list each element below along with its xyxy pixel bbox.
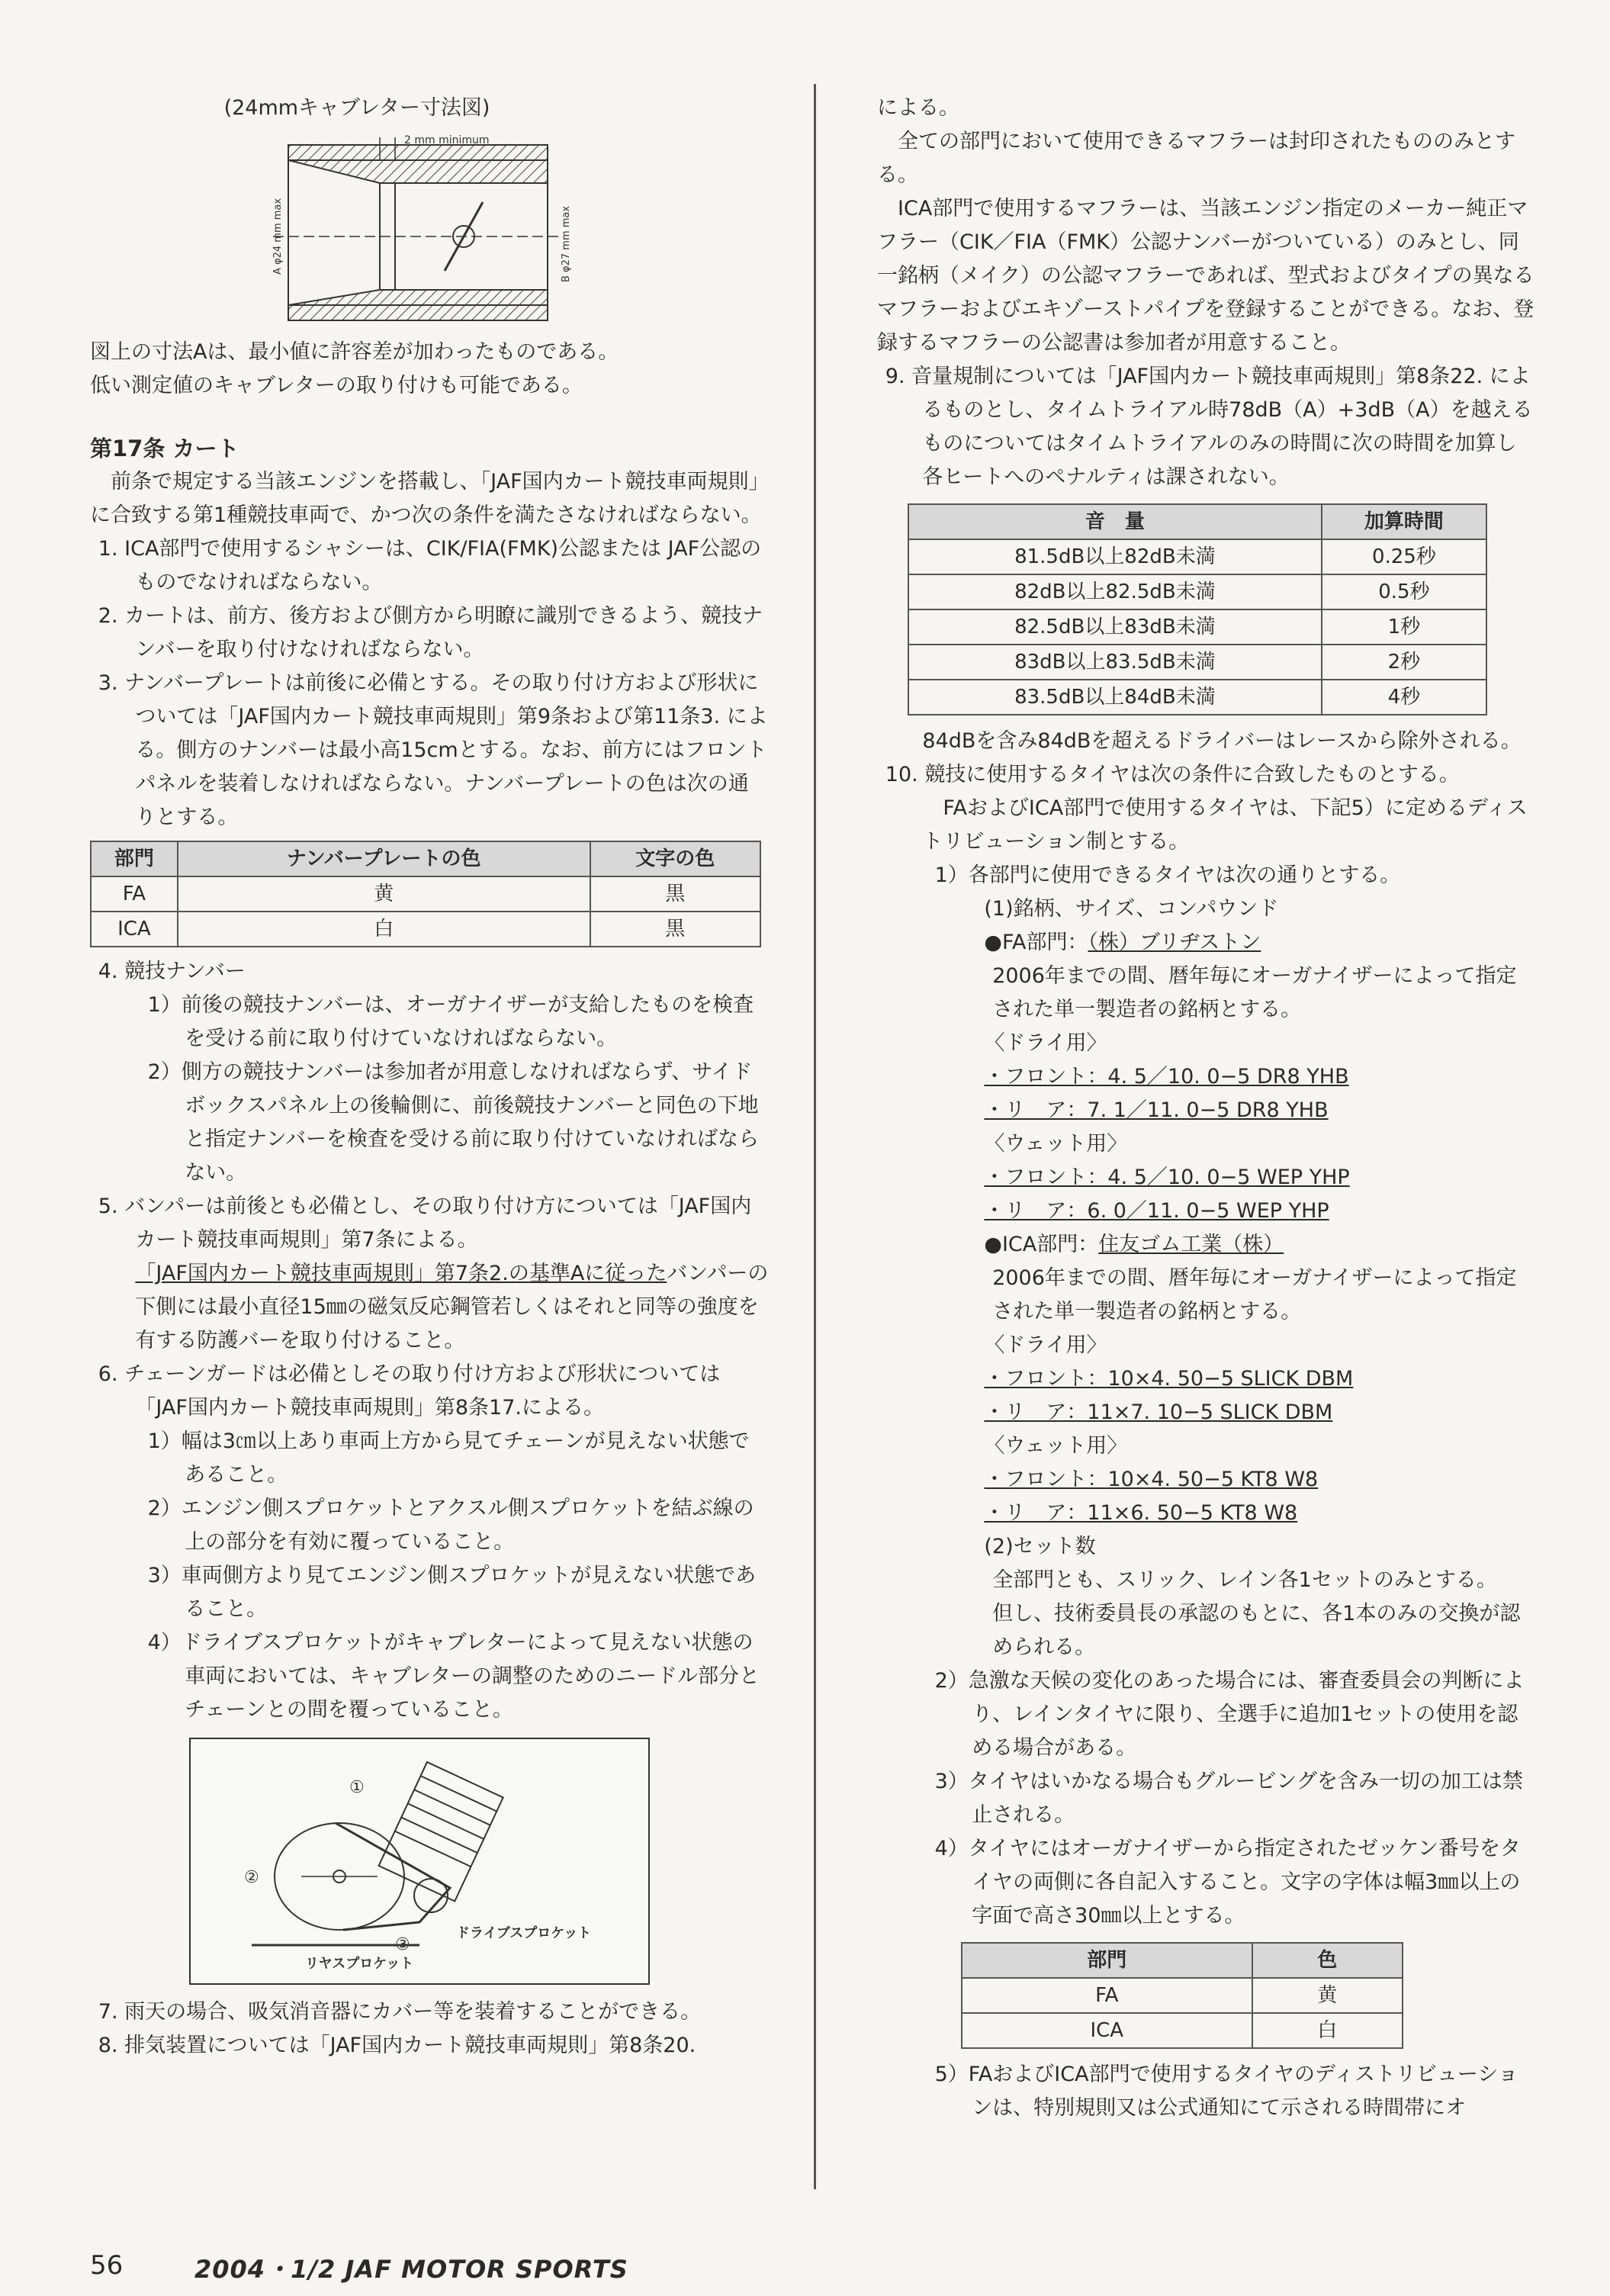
fa-dry-heading: 〈ドライ用〉 bbox=[984, 1031, 1107, 1055]
item-10: 10. 競技に使用するタイヤは次の条件に合致したものとする。 bbox=[885, 763, 1460, 786]
item-6-2: 2）エンジン側スプロケットとアクスル側スプロケットを結ぶ線の上の部分を有効に覆っていること。 bbox=[147, 1497, 754, 1554]
ica-wet-heading: 〈ウェット用〉 bbox=[984, 1434, 1128, 1458]
carb-dim-top: 2 mm minimum bbox=[404, 134, 490, 146]
fig-drive-sprocket-label: ドライブスプロケット bbox=[456, 1925, 592, 1941]
table-cell: 4秒 bbox=[1322, 680, 1486, 715]
tire-1-2-a: 全部門とも、スリック、レイン各1セットのみとする。 bbox=[992, 1568, 1497, 1592]
fa-dry-front: ・フロント：4. 5／10. 0−5 DR8 YHB bbox=[984, 1065, 1349, 1089]
table-cell: 82.5dB以上83dB未満 bbox=[908, 609, 1322, 645]
item-5: 5. バンパーは前後とも必備とし、その取り付け方については「JAF国内カート競技車両規則」第7条による。 bbox=[98, 1195, 752, 1252]
table-cell: 黄 bbox=[1252, 1978, 1403, 2013]
table-header: ナンバープレートの色 bbox=[178, 841, 590, 876]
tire-5: 5）FAおよびICA部門で使用するタイヤのディストリビューションは、特別規則又は公式通知にて示される時間帯にオ bbox=[934, 2063, 1518, 2120]
noise-note: 84dBを含み84dBを超えるドライバーはレースから除外される。 bbox=[922, 729, 1522, 753]
table-header: 部門 bbox=[91, 841, 178, 876]
table-row bbox=[91, 876, 760, 912]
fa-dry-rear: ・リ ア：7. 1／11. 0−5 DR8 YHB bbox=[984, 1098, 1329, 1122]
table-row bbox=[908, 574, 1486, 609]
muffler-p2: 全ての部門において使用できるマフラーは封印されたもののみとする。 bbox=[877, 130, 1515, 187]
table-cell: 白 bbox=[178, 912, 590, 947]
table-cell: 黒 bbox=[590, 876, 760, 912]
table-cell: 黄 bbox=[178, 876, 590, 912]
item-5-rest: バンパーの下側には最小直径15㎜の磁気反応鋼管若しくはそれと同等の強度を有する防護バーを取り付けること。 bbox=[135, 1262, 769, 1352]
table-cell: FA bbox=[962, 1978, 1252, 2013]
table-row bbox=[91, 912, 760, 947]
ica-label: ●ICA部門： bbox=[984, 1233, 1099, 1256]
carburetor-figure-caption: (24mmキャブレター寸法図) bbox=[223, 96, 490, 120]
fa-wet-rear: ・リ ア：6. 0／11. 0−5 WEP YHP bbox=[984, 1199, 1329, 1223]
item-6-1: 1）幅は3㎝以上あり車両上方から見てチェーンが見えない状態であること。 bbox=[147, 1429, 750, 1487]
table-cell: 2秒 bbox=[1322, 645, 1486, 680]
ica-desc: 2006年までの間、暦年毎にオーガナイザーによって指定された単一製造者の銘柄とする。 bbox=[992, 1266, 1517, 1323]
table-header: 部門 bbox=[962, 1943, 1252, 1978]
tire-1-2-b: 但し、技術委員長の承認のもとに、各1本のみの交換が認められる。 bbox=[992, 1602, 1521, 1659]
fa-maker-line bbox=[877, 926, 1534, 960]
ica-wet-rear: ・リ ア：11×6. 50−5 KT8 W8 bbox=[984, 1501, 1298, 1525]
item-4-1: 1）前後の競技ナンバーは、オーガナイザーが支給したものを検査を受ける前に取り付けていなければならない。 bbox=[147, 993, 754, 1050]
fa-maker: （株）ブリヂストン bbox=[1088, 931, 1261, 954]
table-cell: 81.5dB以上82dB未満 bbox=[908, 539, 1322, 574]
left-column bbox=[90, 92, 769, 2063]
item-6: 6. チェーンガードは必備としその取り付け方および形状については「JAF国内カート競技車両規則」第8条17.による。 bbox=[98, 1362, 721, 1420]
item-1: 1. ICA部門で使用するシャシーは、CIK/FIA(FMK)公認または JAF公認のものでなければならない。 bbox=[98, 537, 762, 594]
tire-2: 2）急激な天候の変化のあった場合には、審査委員会の判断により、レインタイヤに限り、全選手に追加1セットの使用を認める場合がある。 bbox=[934, 1669, 1525, 1760]
item-4-2: 2）側方の競技ナンバーは参加者が用意しなければならず、サイドボックスパネル上の後輪側に、前後競技ナンバーと同色の下地と指定ナンバーを検査を受ける前に取り付けていなければならない。 bbox=[147, 1060, 759, 1185]
table-cell: 白 bbox=[1252, 2013, 1403, 2048]
table-row bbox=[908, 680, 1486, 715]
fa-wet-heading: 〈ウェット用〉 bbox=[984, 1132, 1128, 1156]
item-5-underlined: 「JAF国内カート競技車両規則」第7条2.の基準Aに従った bbox=[135, 1262, 667, 1285]
table-header: 音 量 bbox=[908, 504, 1322, 539]
table-cell: FA bbox=[91, 876, 178, 912]
table-cell: 1秒 bbox=[1322, 609, 1486, 645]
item-6-3: 3）車両側方より見てエンジン側スプロケットが見えない状態であること。 bbox=[147, 1564, 757, 1621]
item-10-intro: FAおよびICA部門で使用するタイヤは、下記5）に定めるディストリビューション制とする。 bbox=[922, 796, 1528, 854]
fig-rear-sprocket-label: リヤスプロケット bbox=[305, 1956, 414, 1972]
ica-maker: 住友ゴム工業（株） bbox=[1098, 1233, 1284, 1256]
table-cell: ICA bbox=[91, 912, 178, 947]
fig-marker-1: ① bbox=[349, 1778, 365, 1797]
tire-1-1: (1)銘柄、サイズ、コンパウンド bbox=[984, 897, 1279, 921]
muffler-p1: による。 bbox=[877, 96, 959, 120]
muffler-p3: ICA部門で使用するマフラーは、当該エンジン指定のメーカー純正マフラー（CIK／FIA（FMK）公認ナンバーがついている）のみとし、同一銘柄（メイク）の公認マフラーであれば、型式およびタイプの異なるマフラーおよびエキゾーストパイプを登録することができる。なお、登録するマフラーの公認書は参加者が用意すること。 bbox=[877, 197, 1534, 355]
noise-penalty-table bbox=[908, 503, 1487, 715]
tire-1: 1）各部門に使用できるタイヤは次の通りとする。 bbox=[934, 863, 1401, 887]
chain-guard-diagram bbox=[189, 1738, 650, 1985]
table-cell: 83dB以上83.5dB未満 bbox=[908, 645, 1322, 680]
tire-4: 4）タイヤにはオーガナイザーから指定されたゼッケン番号をタイヤの両側に各自記入すること。文字の字体は幅3㎜以上の字面で高さ30㎜以上とする。 bbox=[934, 1837, 1521, 1928]
item-8: 8. 排気装置については「JAF国内カート競技車両規則」第8条20. bbox=[98, 2034, 696, 2057]
tire-3: 3）タイヤはいかなる場合もグルービングを含み一切の加工は禁止される。 bbox=[934, 1770, 1523, 1827]
fa-wet-front: ・フロント：4. 5／10. 0−5 WEP YHP bbox=[984, 1166, 1350, 1189]
ica-dry-front: ・フロント：10×4. 50−5 SLICK DBM bbox=[984, 1367, 1354, 1391]
table-header: 色 bbox=[1252, 1943, 1403, 1978]
table-row bbox=[962, 2013, 1403, 2048]
number-plate-color-table bbox=[90, 841, 761, 947]
publication-title: 2004・1/2 JAF MOTOR SPORTS bbox=[194, 2255, 628, 2284]
carb-note-2: 低い測定値のキャブレターの取り付けも可能である。 bbox=[90, 374, 583, 397]
item-2: 2. カートは、前方、後方および側方から明瞭に識別できるよう、競技ナンバーを取り付けなければならない。 bbox=[98, 604, 763, 661]
fig-marker-3: ③ bbox=[395, 1935, 410, 1954]
table-row bbox=[908, 609, 1486, 645]
page-number: 56 bbox=[90, 2250, 124, 2281]
carb-note-1: 図上の寸法Aは、最小値に許容差が加わったものである。 bbox=[90, 340, 619, 364]
table-cell: 82dB以上82.5dB未満 bbox=[908, 574, 1322, 609]
table-row bbox=[908, 645, 1486, 680]
carb-dim-b: B φ27 mm max bbox=[561, 205, 572, 282]
ica-dry-rear: ・リ ア：11×7. 10−5 SLICK DBM bbox=[984, 1400, 1333, 1424]
table-row bbox=[908, 539, 1486, 574]
item-3: 3. ナンバープレートは前後に必備とする。その取り付け方および形状については「JAF国内カート競技車両規則」第9条および第11条3. による。側方のナンバーは最小高15cmとする。なお、前方にはフロントパネルを装着しなければならない。ナンバープレートの色は次の通りとする。 bbox=[98, 671, 768, 829]
item-7: 7. 雨天の場合、吸気消音器にカバー等を装着することができる。 bbox=[98, 2000, 702, 2024]
carburetor-diagram bbox=[90, 130, 624, 336]
column-divider bbox=[814, 84, 816, 2189]
table-cell: 0.25秒 bbox=[1322, 539, 1486, 574]
table-header: 文字の色 bbox=[590, 841, 760, 876]
table-cell: 83.5dB以上84dB未満 bbox=[908, 680, 1322, 715]
ica-wet-front: ・フロント：10×4. 50−5 KT8 W8 bbox=[984, 1468, 1319, 1491]
item-5-cont bbox=[90, 1257, 769, 1358]
tire-color-table bbox=[961, 1942, 1403, 2049]
table-cell: 黒 bbox=[590, 912, 760, 947]
table-cell: ICA bbox=[962, 2013, 1252, 2048]
table-row bbox=[962, 1978, 1403, 2013]
item-6-4: 4）ドライブスプロケットがキャブレターによって見えない状態の車両においては、キャブレターの調整のためのニードル部分とチェーンとの間を覆っていること。 bbox=[147, 1631, 760, 1722]
fa-desc: 2006年までの間、暦年毎にオーガナイザーによって指定された単一製造者の銘柄とする。 bbox=[992, 964, 1517, 1021]
fa-label: ●FA部門： bbox=[984, 931, 1088, 954]
right-column bbox=[877, 92, 1534, 2125]
article-17-intro: 前条で規定する当該エンジンを搭載し、「JAF国内カート競技車両規則」に合致する第1種競技車両で、かつ次の条件を満たさなければならない。 bbox=[90, 470, 762, 527]
table-cell: 0.5秒 bbox=[1322, 574, 1486, 609]
carb-dim-a: A φ24 mm max bbox=[272, 198, 284, 275]
article-17-title: 第17条 カート bbox=[90, 436, 239, 461]
item-9: 9. 音量規制については「JAF国内カート競技車両規則」第8条22. によるものとし、タイムトライアル時78dB（A）+3dB（A）を越えるものについてはタイムトライアルのみの時間に次の時間を加算し各ヒートへのペナルティは課されない。 bbox=[885, 365, 1533, 489]
item-4: 4. 競技ナンバー bbox=[98, 960, 246, 983]
fig-marker-2: ② bbox=[244, 1868, 259, 1887]
table-header: 加算時間 bbox=[1322, 504, 1486, 539]
tire-1-2: (2)セット数 bbox=[984, 1535, 1096, 1558]
ica-dry-heading: 〈ドライ用〉 bbox=[984, 1333, 1107, 1357]
ica-maker-line bbox=[877, 1228, 1534, 1262]
